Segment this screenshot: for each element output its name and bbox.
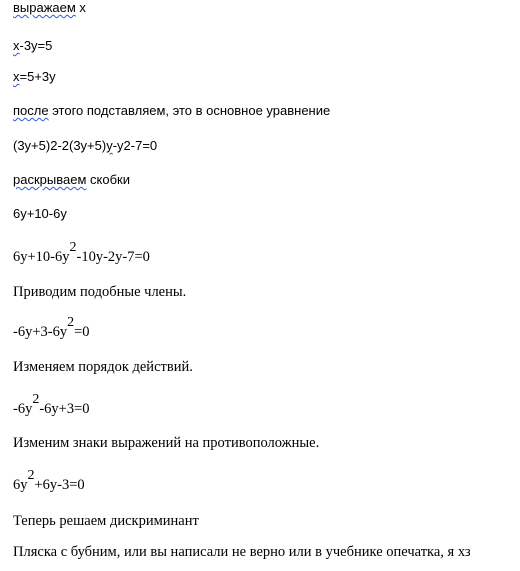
equation-line-8: 6y2+6y-3=0 bbox=[13, 468, 85, 493]
text-line-open-brackets: раскрываем скобки bbox=[13, 172, 130, 187]
spellcheck-word: раскрываем bbox=[13, 172, 87, 187]
equation-line-7: -6y2-6y+3=0 bbox=[13, 392, 90, 417]
spellcheck-word: x bbox=[13, 69, 20, 84]
equation-line-2: x=5+3y bbox=[13, 69, 56, 84]
equation-line-3: (3y+5)2-2(3y+5)y-y2-7=0 bbox=[13, 138, 158, 153]
spellcheck-word: после bbox=[13, 103, 49, 118]
equation-line-5: 6y+10-6y2-10y-2y-7=0 bbox=[13, 240, 150, 265]
text-line-substitute: после этого подставляем, это в основное уравнение bbox=[13, 103, 331, 118]
spellcheck-word: y bbox=[106, 138, 113, 153]
superscript: 2 bbox=[27, 468, 35, 483]
superscript: 2 bbox=[32, 392, 40, 407]
equation-line-1: x-3y=5 bbox=[13, 38, 53, 53]
spellcheck-word: выражаем bbox=[13, 0, 76, 15]
superscript: 2 bbox=[69, 240, 77, 255]
text-line-comment: Пляска с бубним, или вы написали не верно или в учебнике опечатка, я хз bbox=[13, 544, 471, 560]
text-line-order: Изменяем порядок действий. bbox=[13, 359, 193, 375]
spellcheck-word: x bbox=[13, 38, 20, 53]
equation-line-6: -6y+3-6y2=0 bbox=[13, 315, 90, 340]
text-line-signs: Изменим знаки выражений на противоположные. bbox=[13, 435, 320, 451]
superscript: 2 bbox=[67, 315, 75, 330]
equation-line-4: 6y+10-6y bbox=[13, 206, 67, 221]
text-line-like-terms: Приводим подобные члены. bbox=[13, 284, 187, 300]
text-line-discriminant: Теперь решаем дискриминант bbox=[13, 513, 199, 529]
text-line-express-x: выражаем x bbox=[13, 0, 86, 15]
